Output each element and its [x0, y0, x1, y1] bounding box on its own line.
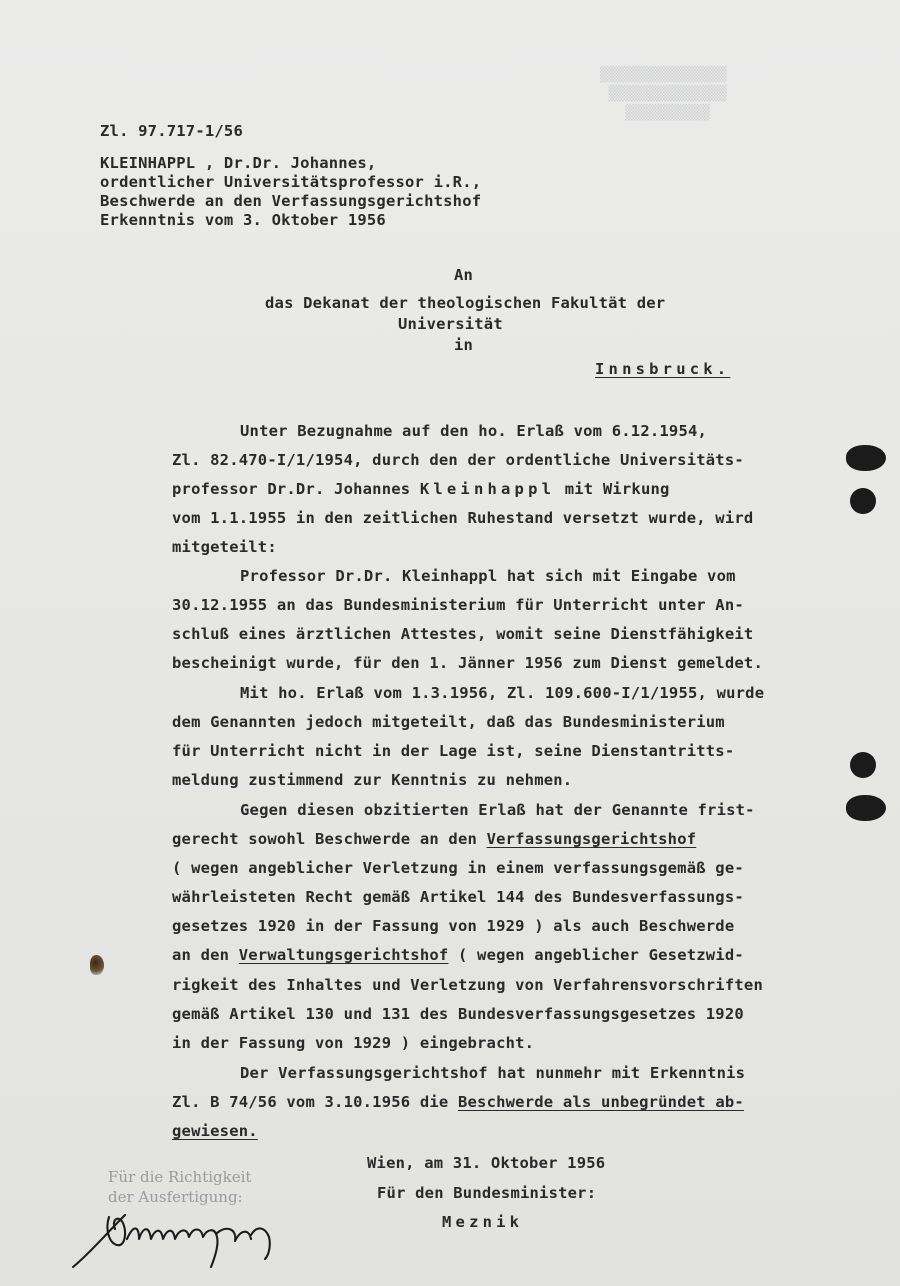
- body-line: währleisteten Recht gemäß Artikel 144 des Bundesverfassungs-: [172, 888, 744, 906]
- body-line: in der Fassung von 1929 ) eingebracht.: [172, 1034, 535, 1052]
- handwritten-signature: [65, 1195, 295, 1275]
- punch-hole: [850, 752, 876, 778]
- body-line: an den Verwaltungsgerichtshof ( wegen angeblicher Gesetzwid-: [172, 946, 744, 964]
- for-minister: Für den Bundesminister:: [377, 1184, 597, 1202]
- body-line: gesetzes 1920 in der Fassung von 1929 ) als auch Beschwerde: [172, 917, 735, 935]
- body-line: Gegen diesen obzitierten Erlaß hat der Genannte frist-: [240, 801, 755, 819]
- address-line: Universität: [398, 315, 503, 333]
- address-an: An: [454, 266, 474, 284]
- faint-stamp-show-through: ▒▒▒▒▒▒▒▒▒▒▒▒▒▒▒ ▒▒▒▒▒▒▒▒▒▒▒▒▒▒ ▒▒▒▒▒▒▒▒▒▒: [600, 67, 727, 121]
- body-line: für Unterricht nicht in der Lage ist, seine Dienstantritts-: [172, 742, 735, 760]
- body-line: rigkeit des Inhaltes und Verletzung von Verfahrensvorschriften: [172, 976, 763, 994]
- body-line: professor Dr.Dr. Johannes Kleinhappl mit Wirkung: [172, 480, 670, 498]
- subject-line: KLEINHAPPL , Dr.Dr. Johannes,: [100, 154, 377, 172]
- body-line: vom 1.1.1955 in den zeitlichen Ruhestand versetzt wurde, wird: [172, 509, 754, 527]
- place-date: Wien, am 31. Oktober 1956: [367, 1154, 606, 1172]
- ink-stain: [90, 955, 104, 975]
- punch-hole: [850, 488, 876, 514]
- body-line: mitgeteilt:: [172, 538, 277, 556]
- subject-line: ordentlicher Universitätsprofessor i.R.,: [100, 173, 482, 191]
- address-line: das Dekanat der theologischen Fakultät der: [265, 294, 666, 312]
- body-line: Zl. B 74/56 vom 3.10.1956 die Beschwerde als unbegründet ab-: [172, 1093, 744, 1111]
- body-line: Professor Dr.Dr. Kleinhappl hat sich mit Eingabe vom: [240, 567, 736, 585]
- punch-hole: [846, 445, 886, 471]
- body-line: gewiesen.: [172, 1122, 258, 1140]
- address-city: Innsbruck.: [595, 360, 731, 378]
- address-line: in: [454, 336, 474, 354]
- body-line: bescheinigt wurde, für den 1. Jänner 1956 zum Dienst gemeldet.: [172, 654, 763, 672]
- underlined-court-name: Verfassungsgerichtshof: [486, 830, 697, 848]
- certification-stamp: Für die Richtigkeit der Ausfertigung:: [108, 1168, 252, 1206]
- underlined-ruling: Beschwerde als unbegründet ab-: [457, 1093, 744, 1111]
- body-line: gemäß Artikel 130 und 131 des Bundesverfassungsgesetzes 1920: [172, 1005, 744, 1023]
- body-line: meldung zustimmend zur Kenntnis zu nehmen.: [172, 771, 573, 789]
- body-line: ( wegen angeblicher Verletzung in einem verfassungsgemäß ge-: [172, 859, 744, 877]
- body-line: Mit ho. Erlaß vom 1.3.1956, Zl. 109.600-I/1/1955, wurde: [240, 684, 765, 702]
- underlined-court-name: Verwaltungsgerichtshof: [238, 946, 449, 964]
- body-line: dem Genannten jedoch mitgeteilt, daß das Bundesministerium: [172, 713, 725, 731]
- punch-hole: [846, 795, 886, 821]
- subject-line: Erkenntnis vom 3. Oktober 1956: [100, 211, 386, 229]
- body-line: 30.12.1955 an das Bundesministerium für Unterricht unter An-: [172, 596, 744, 614]
- body-line: Der Verfassungsgerichtshof hat nunmehr mit Erkenntnis: [240, 1064, 746, 1082]
- signatory-name: Meznik: [442, 1213, 524, 1231]
- reference-number: Zl. 97.717-1/56: [100, 122, 243, 140]
- body-line: Unter Bezugnahme auf den ho. Erlaß vom 6.12.1954,: [240, 422, 708, 440]
- subject-line: Beschwerde an den Verfassungsgerichtshof: [100, 192, 482, 210]
- body-line: Zl. 82.470-I/1/1954, durch den der ordentliche Universitäts-: [172, 451, 744, 469]
- body-line: schluß eines ärztlichen Attestes, womit seine Dienstfähigkeit: [172, 625, 754, 643]
- body-line: gerecht sowohl Beschwerde an den Verfassungsgerichtshof: [172, 830, 697, 848]
